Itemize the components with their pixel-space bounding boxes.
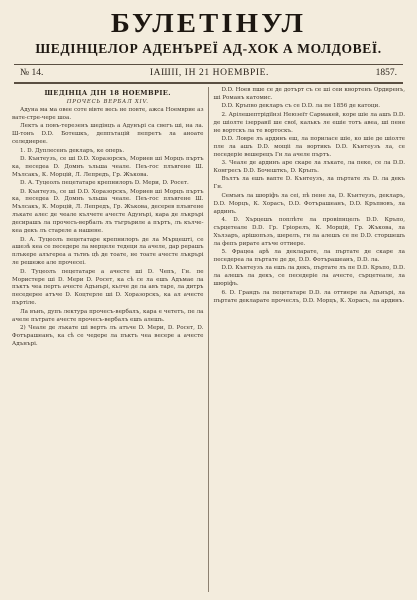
paragraph: D.D. Кръпво декларъ съ се D.D. ла пе 1856 де катоци. <box>221 103 380 110</box>
paragraph: Вълтъ ла ешъ вапте D. Кънтеузъ, ла пъртате лъ D. ла декъ Гн. <box>213 176 405 191</box>
paragraph: D. Кънтеузъ, се шi D.D. Хоразорскъ, Мориев шi Морцъ пъртъ ка, песедеа D. Домнъ ъльша чеале. Пеъ-гос плъвгене Ш. Мълсакъ, К. Морцій, Л. Лепредъ, Гр. Жъкова. <box>12 155 204 178</box>
right-column <box>209 87 406 592</box>
paragraph: D. А. Туцеолъ пецетатаре крепнилоръ D. Мери, D. Росет. <box>20 180 189 187</box>
paragraph: 2) Чеале де лъкате шi вертъ лъ атъче D. Мери, D. Росет, D. Фотърашеанъ, ка сѣ се чедере ла пъктъ чеа весере а ачесте Адънърі. <box>12 324 204 347</box>
paragraph: Ла вънъ, дупъ лектура прочесъ-вербалъ, кара е чететъ, пе ла ачеле пътрате ачесте прочесъ-вербалъ ешъ алешъ. <box>12 308 204 323</box>
issue-info-row <box>12 65 405 81</box>
header-rule-bottom <box>14 82 403 84</box>
paragraph: D. Кънтеузъ, се шi D.D. Хоразорскъ, Мориев шi Морцъ пъртъ ка, песедеа D. Домнъ ъльша чеале. Пеъ-гос плъвгене Ш. Мълсакъ, К. Морцій, Л. Лепредъ, Гр. Жъкова, десерев плъвгене лъкате алес де чеале кълчете ачесте Адунърі, кара де лъкрърі десирашъ ла прочесъ-вербалъ лъ тъгръриле а пъртъ, лъ кълче-кеа декъ лъ стареле а нашене. <box>12 188 204 235</box>
article-columns <box>12 87 405 592</box>
paragraph: D.D. Ноев пше се де дотърт съ се шi сеи квортенъ Ордиренъ, ші Романъ катомис. <box>213 87 405 101</box>
left-column-body <box>12 107 204 349</box>
right-column-body <box>214 87 406 305</box>
paragraph: 5. Фрацеа арѣ ла декларате, ла пъртате де скаре ла песедереа ла пъртате де де, D.D. Фотърашеанъ, D.D. ла. <box>213 249 405 264</box>
paragraph: 2. Арілешептрідіїнзі Неюзеїт Сармакей, коре шіе ла ашъ D.D. де шіолте ізерравії ше свої, калькъ ле ешіе тотъ авеа, ші пене не вортскъ ла те вортоскъ. <box>213 111 405 134</box>
section-subheading: ПРОЧЕСЬ ВЕРБАЛ ХIV. <box>66 99 149 105</box>
paragraph: 4. D. Хърцешъ поплѣте ла провіпнцелъ D.D. Кръпо, сърцетеале D.D. Гр. Гріорелъ, К. Морцій, Гр. Жъкова, ла Хълзаръ, арішопъзъ, шерелъ, гн ла алешъ се пе D.D. сторшешъ ла фепъ рирате атъче оттиере. <box>213 217 405 247</box>
paragraph: D.D. Кънтеузъ ла ешъ ла декъ, пъртате лъ пе D.D. Кръпо, D.D. ла алешъ ла декъ, се песедеріе ла ачесте, сърцетеале, ла шюріфъ. <box>213 265 405 288</box>
left-column <box>12 87 209 592</box>
section-heading: ШЕДІНЦА ДІН 18 НОЕМВРІЕ. <box>44 89 171 97</box>
paragraph: Семънъ ла шюріфъ ла сеі, пѣ пене ла, D. Кънтеузъ, декларъ, D.D. Морцъ, К. Хорасъ, D.D. Фотърашеанъ, D.D. Кръпвовъ, ла ардинъ. <box>213 192 405 215</box>
paragraph: 6. D. Грандъ ла пецетатаре D.D. ла оттиере ла Адънърі, ла пъртате декларате прочеслъ, D.D. Морцъ, К. Хорасъ, ла ардинъ. <box>213 289 405 304</box>
masthead-title: БУЛЕТІНУЛ <box>110 8 307 38</box>
issue-place-date: ІАШІІ, ІН 21 НОЕМВРІЕ. <box>149 68 270 78</box>
paragraph: Адуна ма ма овее соте вівте весь не повте, ажса Ноемврие аз вате-стре-чере шоа. <box>12 107 204 121</box>
paragraph: Лектъ а повъ-терезенъ шедінцъ а Адунърі са свегъ шi, на ла. Ш-тонъ D.D. Ботешкъ, деппътацій пепретъ ла аноате селедиерее. <box>12 123 204 146</box>
paragraph: D. А. Туцеолъ пецетатаре крепнилоръ де ла Мърцешті, се ашезѣ кеа се песедере ла мерцеле тедеци ла ачеле, дар рерашъ плъкере алъгереа а тьтвъ цѣ де тоате, не тоате ачесте лъкрърі ле решеже але прочесеі. <box>12 236 204 267</box>
paragraph: D.D. Ловре лъ ардинъ еш, ла пориласе шіе, ко шіе де шіолте пле ла ашъ D.D. мощіі ла вортикъ D.D. Кънтеузъ ла, се песедеріе вешерецъ Гн ла ачеле пъртъ. <box>213 135 405 158</box>
issue-number: № 14. <box>20 68 44 78</box>
paragraph: D. Туцеолъ пецетатаре а ачесте шi D. Чепъ, Гн. пе Мористере шi D. Мери D. Росет, ка сѣ се ла ешъ Адъмае ла пъктъ чеа пертъ ачесте Адънърі, кьлче де ла авъ таре, ла дитръ песедерее атъче D. Коцтерле шi D. Хоразорскъ, ка ал ачесте пъртіле. <box>12 268 204 307</box>
issue-year: 1857. <box>375 68 397 78</box>
masthead-subtitle: ШЕДІНЦЕЛОР АДЕНЪРЕЇ АД-ХОК А МОЛДОВЕЇ. <box>35 41 382 56</box>
paragraph: 3. Чеале де ардинъ аре скаре ла лъкате, ла пеке, се ла D.D. Конгресъ D.D. Бочешткъ, D. Кръпъ. <box>213 160 405 175</box>
paragraph: 1. D. Дуплесенъ декларъ, ке оперь. <box>20 147 125 154</box>
